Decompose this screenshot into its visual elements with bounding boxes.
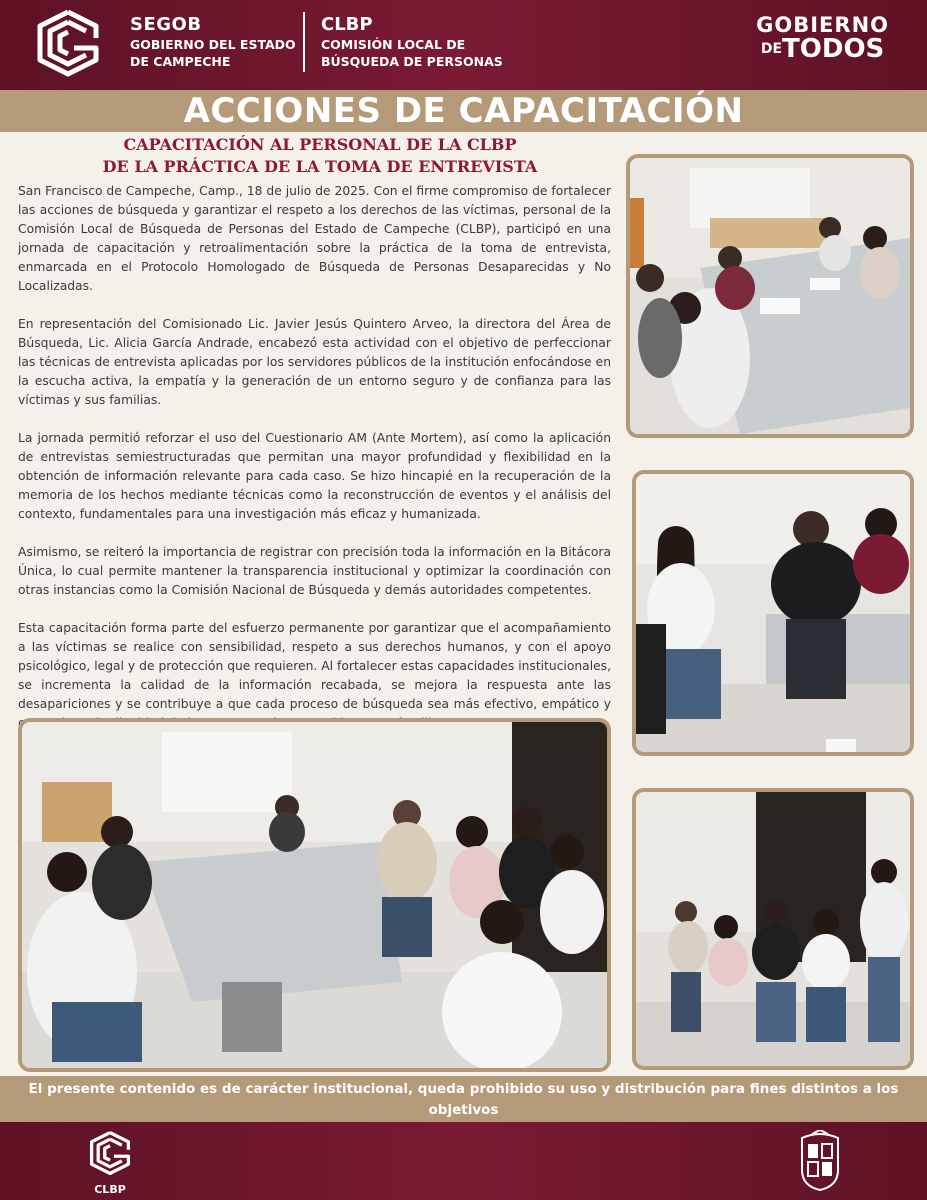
disclaimer-bar <box>0 1076 927 1122</box>
clbp-logo-icon <box>87 1130 133 1176</box>
header-banner <box>0 0 927 90</box>
segob-logo-icon <box>34 8 102 78</box>
article-subtitle <box>20 134 620 178</box>
segob-subtitle-1: GOBIERNO DEL ESTADO <box>130 37 296 52</box>
photo-five-participants <box>632 788 914 1070</box>
gobierno-de-todos-logo <box>756 14 889 62</box>
header-divider <box>303 12 305 72</box>
segob-title: SEGOB <box>130 14 202 35</box>
photo-three-participants <box>632 470 914 756</box>
subtitle-line-1: CAPACITACIÓN AL PERSONAL DE LA CLBP <box>123 135 517 154</box>
paragraph-4: Asimismo, se reiteró la importancia de registrar con precisión toda la información en la Bitácora Única, lo cual permite mantener la transparencia institucional y optimizar la coordinación con otras instancias como la Comisión Nacional de Búsqueda y demás autoridades competentes. <box>18 545 611 597</box>
paragraph-5: Esta capacitación forma parte del esfuerzo permanente por garantizar que el acompañamiento a las víctimas se realice con sensibilidad, respeto a sus derechos humanos, y con el apoyo psicológico, legal y de protección que requieren. Al fortalecer estas capacidades institucionales, se incrementa la calidad de la información recabada, se mejora la respuesta ante las desapariciones y se contribuye a que cada proceso de búsqueda sea más efectivo, empático y <box>18 621 611 711</box>
clbp-wordmark <box>321 14 503 69</box>
clbp-title: CLBP <box>321 14 373 35</box>
photo-meeting-table <box>626 154 914 438</box>
gobierno-word: GOBIERNO <box>756 13 889 37</box>
paragraph-2: En representación del Comisionado Lic. Javier Jesús Quintero Arveo, la directora del Área de Búsqueda, Lic. Alicia García Andrade, encabezó esta actividad con el objetivo de perfeccionar las técnicas de entrevista aplicadas por los servidores públicos de la institución enfocándose en la escucha activa, la empatía y la generación de un entorno seguro y de confianza para las víctimas y sus familias. <box>18 317 611 407</box>
paragraph-1: San Francisco de Campeche, Camp., 18 de julio de 2025. Con el firme compromiso de fortalecer las acciones de búsqueda y garantizar el respeto a los derechos de las víctimas, personal de la Comisión Local de Búsqueda de Personas del Estado de Campeche (CLBP), participó en una jornada de capacitación y retroalimentación sobre la práctica de la toma de entrevista, enmarcada en el Protocolo Homologado de Búsqueda de Personas Desaparecidas y No Localizadas. <box>18 184 611 293</box>
clbp-subtitle-1: COMISIÓN LOCAL DE <box>321 37 466 52</box>
clbp-subtitle-2: BÚSQUEDA DE PERSONAS <box>321 54 503 69</box>
footer-clbp-logo <box>84 1130 136 1196</box>
subtitle-line-2: DE LA PRÁCTICA DE LA TOMA DE ENTREVISTA <box>102 157 538 176</box>
section-title-bar <box>0 90 927 132</box>
photo-group-session <box>18 718 611 1072</box>
segob-subtitle-2: DE CAMPECHE <box>130 54 231 69</box>
footer-banner <box>0 1122 927 1200</box>
footer-logo-label: CLBP <box>94 1183 126 1196</box>
disclaimer-line-1: El presente contenido es de carácter institucional, queda prohibido su uso y distribución para fines distintos a los objetivos <box>28 1081 899 1118</box>
de-word: DE <box>760 41 783 57</box>
article-body <box>18 182 611 752</box>
segob-wordmark <box>130 14 296 69</box>
campeche-crest-icon <box>798 1130 842 1192</box>
paragraph-3: La jornada permitió reforzar el uso del Cuestionario AM (Ante Mortem), así como la aplicación de entrevistas semiestructuradas que permitan una mayor profundidad y flexibilidad en la obtención de información relevante para cada caso. Se hizo hincapié en la recuperación de la memoria de los hechos mediante técnicas como la reconstrucción de eventos y el análisis del contexto, fundamentales para una investigación más eficaz y humanizada. <box>18 431 611 521</box>
page-title: ACCIONES DE CAPACITACIÓN <box>183 91 744 131</box>
todos-word: TODOS <box>782 34 885 64</box>
